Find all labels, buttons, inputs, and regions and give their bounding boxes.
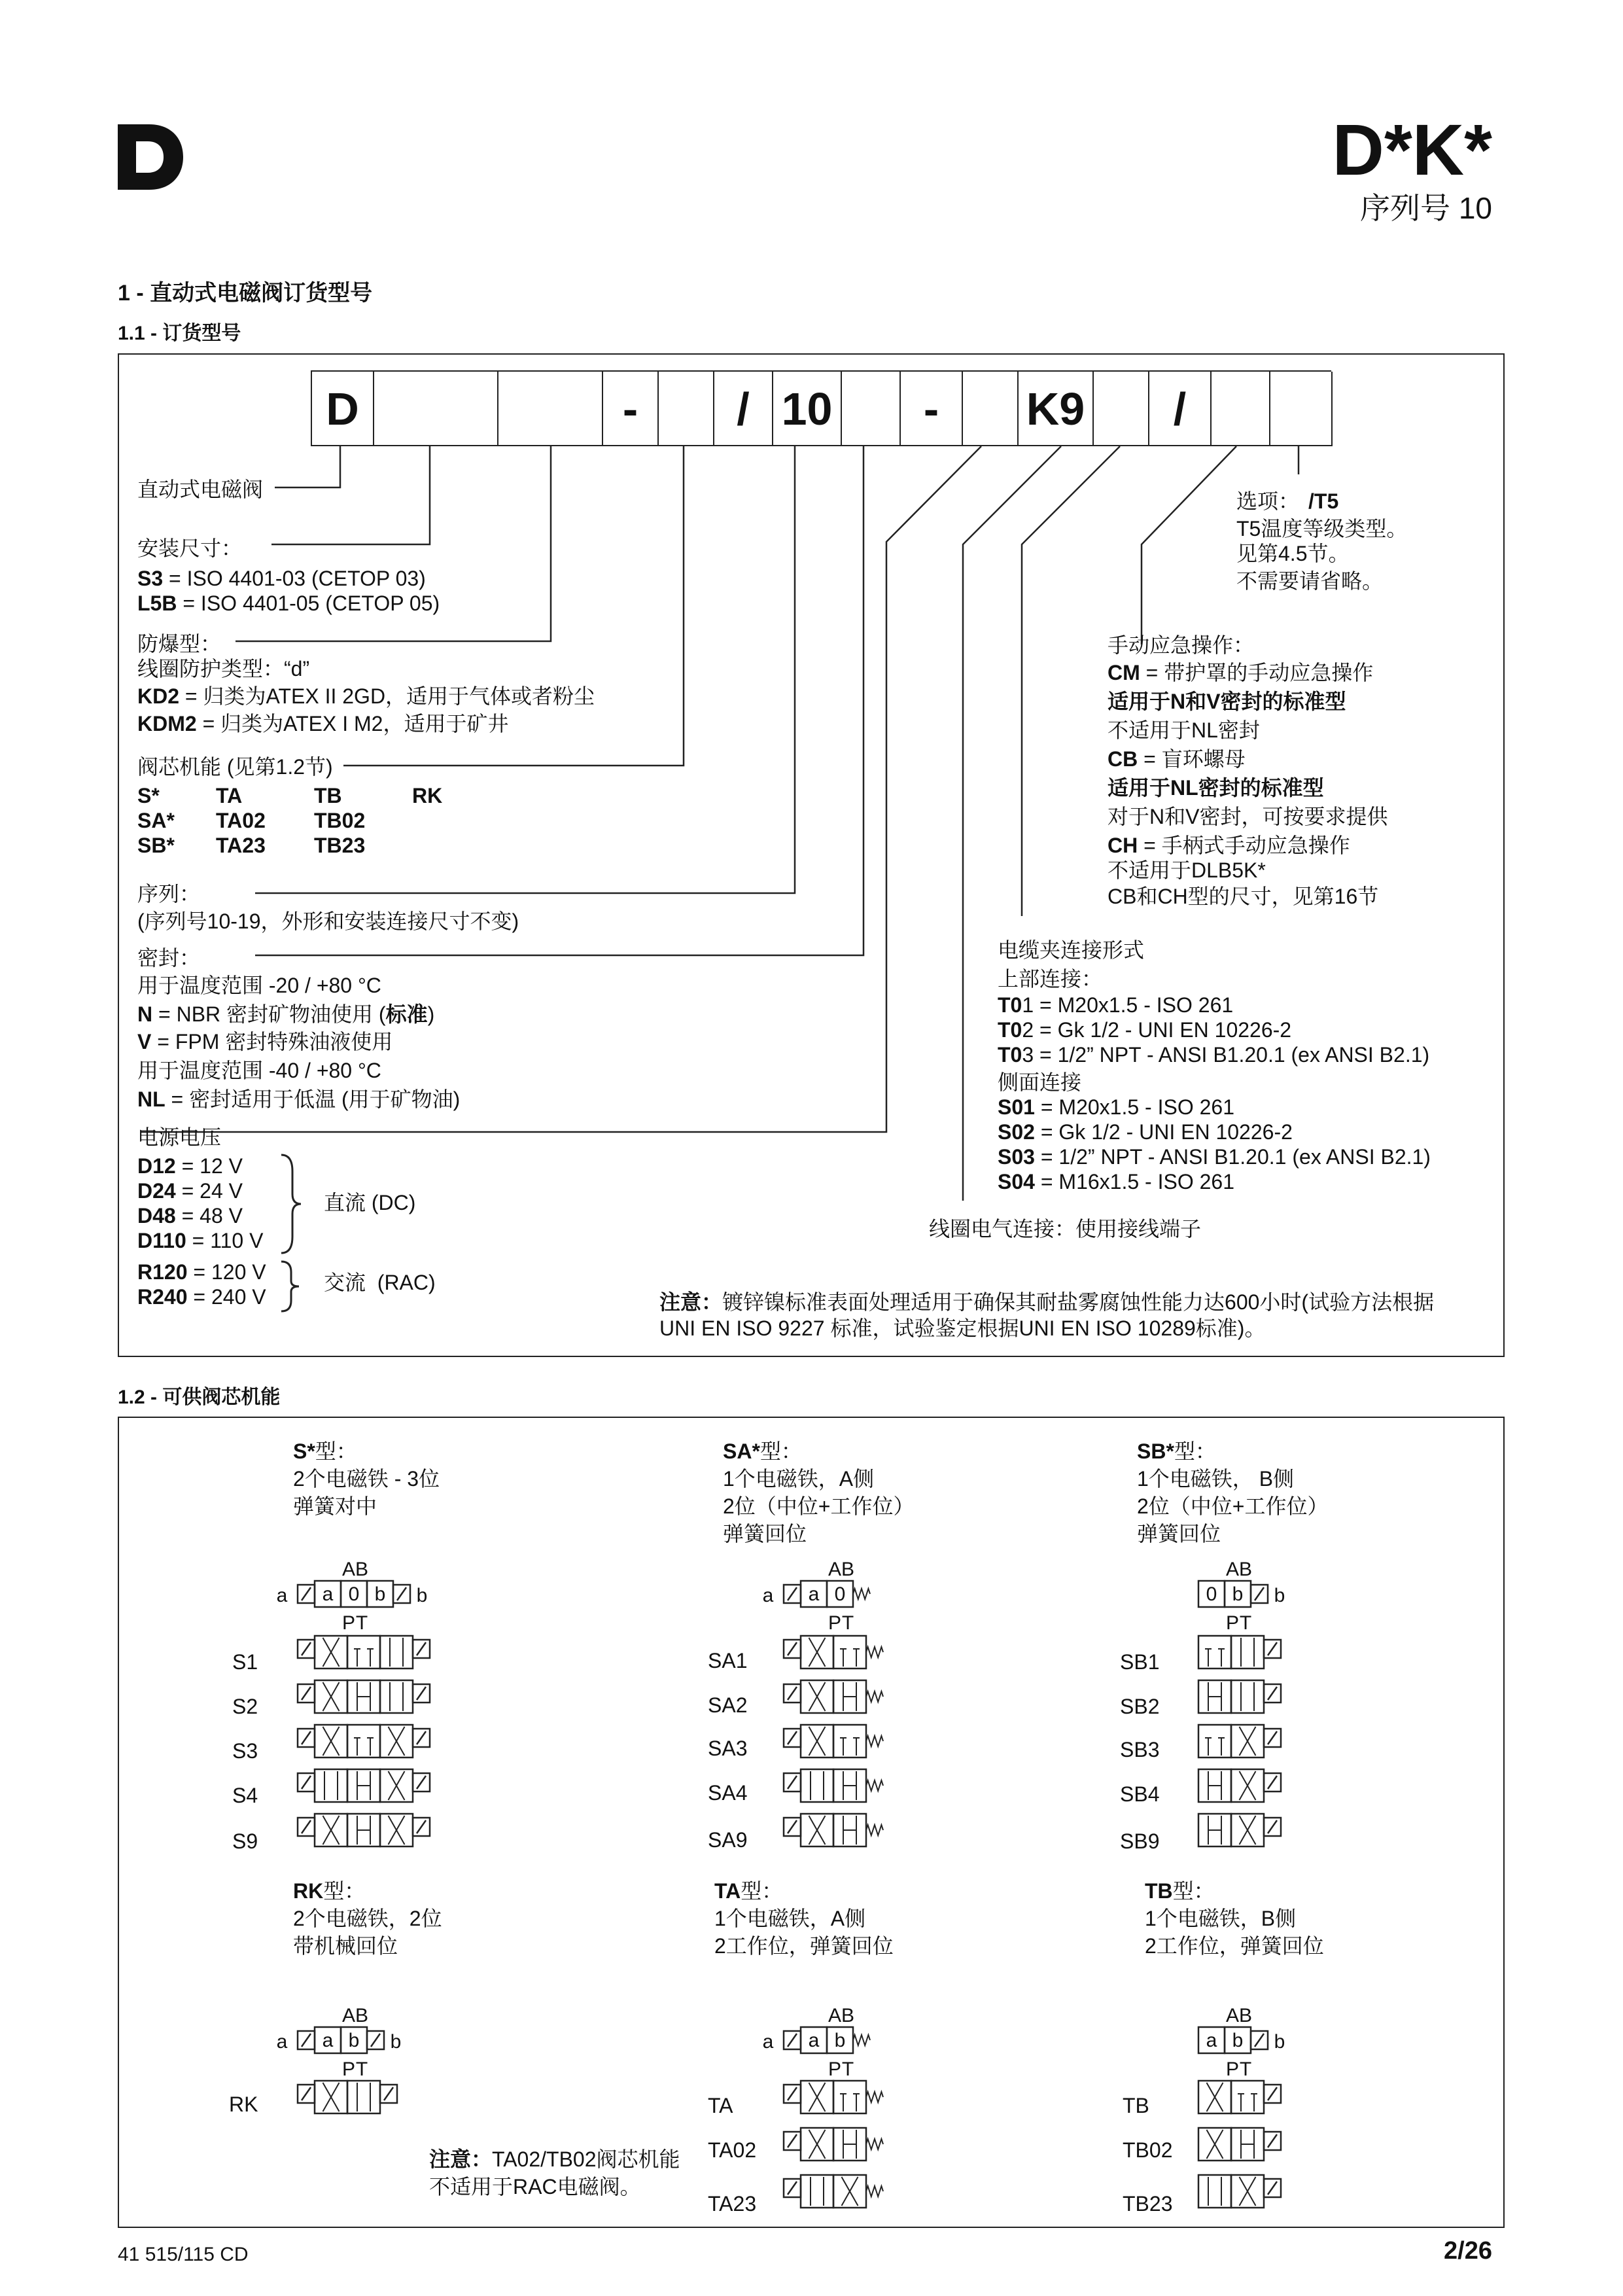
cable-text: = Gk 1/2 - UNI EN 10226-2 bbox=[1034, 1018, 1292, 1042]
solenoid-slash bbox=[788, 1776, 797, 1789]
symbol-letter: B bbox=[841, 2005, 855, 2026]
valve-position bbox=[315, 1769, 347, 1802]
symbol-letter: b bbox=[1274, 2031, 1285, 2053]
symbol-letter: A bbox=[341, 2005, 356, 2026]
cable-code: S03 bbox=[998, 1145, 1035, 1169]
group-suffix: 型： bbox=[315, 1439, 357, 1463]
seal-range-2: 用于温度范围 -40 / +80 °C bbox=[137, 1059, 381, 1082]
dc-text: = 24 V bbox=[175, 1179, 243, 1203]
code-cell-slash1: / bbox=[714, 372, 773, 446]
solenoid-slash bbox=[417, 1687, 426, 1700]
symbol-letter: a bbox=[1206, 2030, 1217, 2051]
valve-position bbox=[1198, 1636, 1231, 1669]
spool-note-line: 不适用于RAC电磁阀。 bbox=[429, 2175, 641, 2199]
manual-text: = 手柄式手动应急操作 bbox=[1138, 834, 1350, 857]
spring-icon bbox=[866, 1691, 883, 1702]
symbol-letter: a bbox=[808, 1583, 820, 1605]
cable-code-suffix: 2 bbox=[1022, 1018, 1034, 1042]
cable-top-label: 上部连接： bbox=[998, 967, 1103, 991]
spring-icon bbox=[866, 1647, 883, 1657]
ex-coil-label: 线圈防护类型：“d” bbox=[137, 657, 310, 680]
code-cell-slash2: / bbox=[1149, 372, 1212, 446]
symbol-letter: A bbox=[341, 1559, 356, 1580]
solenoid-slash bbox=[302, 1820, 311, 1833]
cable-text: = 1/2” NPT - ANSI B1.20.1 (ex ANSI B2.1) bbox=[1034, 1145, 1431, 1169]
spool-label: TB02 bbox=[1123, 2138, 1173, 2162]
symbol-letter: T bbox=[355, 2058, 368, 2080]
cable-text: = Gk 1/2 - UNI EN 10226-2 bbox=[1034, 1120, 1293, 1144]
spool-label: SB9 bbox=[1120, 1829, 1160, 1853]
group-suffix: 型： bbox=[741, 1879, 783, 1903]
solenoid-slash bbox=[417, 1642, 426, 1655]
spool-label: S9 bbox=[232, 1829, 258, 1853]
spool-label: S2 bbox=[232, 1695, 258, 1718]
seal-label: 密封： bbox=[137, 946, 201, 970]
manual-ch-dim: CB和CH型的尺寸，见第16节 bbox=[1108, 885, 1379, 908]
cable-side-label: 侧面连接 bbox=[998, 1070, 1082, 1094]
spool-cell: SA* bbox=[137, 809, 175, 832]
valve-position bbox=[347, 1636, 380, 1669]
size-code: L5B bbox=[137, 592, 177, 615]
solenoid-slash bbox=[302, 1731, 311, 1744]
symbol-letter: T bbox=[1239, 2058, 1252, 2080]
symbol-letter: A bbox=[1225, 2005, 1240, 2026]
symbol-letter: 0 bbox=[1206, 1583, 1217, 1605]
group-suffix: 型： bbox=[759, 1439, 802, 1463]
valve-position bbox=[1231, 2081, 1264, 2113]
group-suffix: 型： bbox=[1174, 1439, 1216, 1463]
spool-label: 阀芯机能 (见第1.2节) bbox=[137, 755, 333, 779]
spool-section-title: 1.2 - 可供阀芯机能 bbox=[118, 1386, 281, 1408]
spring-icon bbox=[866, 2139, 883, 2149]
solenoid-slash bbox=[1255, 2034, 1264, 2047]
manual-cb-nv: 对于N和V密封，可按要求提供 bbox=[1108, 805, 1388, 828]
symbol-letter: T bbox=[841, 2058, 854, 2080]
ex-label: 防爆型： bbox=[137, 632, 222, 656]
seal-text: = NBR 密封矿物油使用 ( bbox=[152, 1002, 386, 1026]
spool-label: TB bbox=[1123, 2094, 1149, 2117]
seal-text: = 密封适用于低温 (用于矿物油) bbox=[165, 1087, 461, 1111]
ac-code: R120 bbox=[137, 1260, 188, 1284]
symbol-letter: b bbox=[1232, 1583, 1244, 1605]
spool-cell: TB23 bbox=[314, 834, 366, 857]
code-cell-dash2: - bbox=[901, 372, 963, 446]
spool-label: SA9 bbox=[708, 1828, 748, 1852]
spool-label: RK bbox=[229, 2093, 258, 2116]
solenoid-slash bbox=[397, 1587, 406, 1600]
spool-label: SB2 bbox=[1120, 1695, 1160, 1718]
solenoid-slash bbox=[1268, 1776, 1277, 1789]
valve-position bbox=[1231, 1680, 1264, 1713]
note-label: 注意： bbox=[659, 1290, 723, 1314]
group-code: TA bbox=[714, 1879, 741, 1903]
manual-code: CH bbox=[1108, 834, 1138, 857]
spool-group-line: 2个电磁铁 - 3位 bbox=[293, 1467, 440, 1491]
ac-code: R240 bbox=[137, 1285, 188, 1309]
spool-cell: S* bbox=[137, 784, 160, 807]
solenoid-slash bbox=[1255, 1587, 1264, 1600]
solenoid-slash bbox=[788, 1820, 797, 1833]
symbol-letter: B bbox=[1238, 1559, 1253, 1580]
solenoid-slash bbox=[417, 1776, 426, 1789]
symbol-letter: P bbox=[1225, 1612, 1240, 1634]
manual-ch-not: 不适用于DLB5K* bbox=[1108, 858, 1266, 882]
symbol-letter: B bbox=[355, 1559, 369, 1580]
valve-position bbox=[801, 1769, 833, 1802]
valve-position bbox=[833, 2081, 866, 2113]
spool-label: SA3 bbox=[708, 1737, 748, 1760]
symbol-letter: b bbox=[1274, 1585, 1285, 1606]
ex-code: KDM2 bbox=[137, 712, 197, 735]
spring-icon bbox=[866, 1736, 883, 1746]
solenoid-slash bbox=[302, 2087, 311, 2100]
series-label: 序列： bbox=[137, 882, 201, 906]
spring-icon bbox=[866, 2186, 883, 2197]
symbol-letter: P bbox=[1225, 2058, 1240, 2080]
solenoid-slash bbox=[371, 2034, 380, 2047]
seal-text: = FPM 密封特殊油液使用 bbox=[151, 1030, 393, 1053]
spool-cell: TB02 bbox=[314, 809, 366, 832]
spring-icon bbox=[853, 1589, 870, 1599]
symbol-letter: A bbox=[828, 2005, 842, 2026]
spool-group-line: 弹簧回位 bbox=[723, 1522, 807, 1545]
cable-code: T0 bbox=[998, 1018, 1022, 1042]
option-line: T5温度等级类型。 bbox=[1236, 517, 1408, 540]
spool-label: TB23 bbox=[1123, 2192, 1173, 2216]
cable-code: T0 bbox=[998, 993, 1022, 1017]
code-cell-series: 10 bbox=[773, 372, 842, 446]
ex-text: = 归类为ATEX I M2，适用于矿井 bbox=[196, 712, 509, 735]
symbol-letter: P bbox=[828, 1612, 842, 1634]
solenoid-slash bbox=[302, 2034, 311, 2047]
dc-label: 直流 (DC) bbox=[324, 1191, 416, 1214]
symbol-letter: b bbox=[1232, 2030, 1244, 2051]
symbol-letter: T bbox=[841, 1612, 854, 1634]
ex-text: = 归类为ATEX II 2GD，适用于气体或者粉尘 bbox=[179, 684, 595, 708]
spool-group-line: 2工作位，弹簧回位 bbox=[1145, 1934, 1324, 1958]
spool-label: S4 bbox=[232, 1784, 258, 1807]
spool-label: SB3 bbox=[1120, 1738, 1160, 1761]
spool-label: SA1 bbox=[708, 1649, 748, 1672]
symbol-letter: a bbox=[808, 2030, 820, 2051]
spool-group-line: 1个电磁铁，A侧 bbox=[714, 1907, 866, 1930]
spool-label: TA23 bbox=[708, 2192, 757, 2216]
spool-cell: TA23 bbox=[216, 834, 266, 857]
section-title: 1 - 直动式电磁阀订货型号 bbox=[118, 281, 373, 306]
cable-code: T0 bbox=[998, 1043, 1022, 1067]
solenoid-slash bbox=[384, 2087, 393, 2100]
manual-text: = 带护罩的手动应急操作 bbox=[1140, 661, 1374, 684]
solenoid-slash bbox=[788, 1687, 797, 1700]
valve-position bbox=[380, 1680, 413, 1713]
spool-cell: TA02 bbox=[216, 809, 266, 832]
symbol-letter: 0 bbox=[348, 1583, 360, 1605]
footer-doc-number: 41 515/115 CD bbox=[118, 2244, 249, 2265]
solenoid-slash bbox=[1268, 1687, 1277, 1700]
dc-code: D12 bbox=[137, 1154, 176, 1178]
spool-cell: TA bbox=[216, 784, 243, 807]
spool-label: TA02 bbox=[708, 2138, 757, 2162]
spool-label: SB1 bbox=[1120, 1650, 1160, 1674]
manual-cm-std: 适用于N和V密封的标准型 bbox=[1108, 690, 1346, 713]
spool-note-text: TA02/TB02阀芯机能 bbox=[492, 2147, 680, 2171]
spool-cell: TB bbox=[314, 784, 342, 807]
dc-text: = 12 V bbox=[175, 1154, 243, 1178]
valve-position bbox=[833, 1636, 866, 1669]
voltage-label: 电源电压 bbox=[137, 1125, 222, 1149]
valve-position bbox=[1231, 1636, 1264, 1669]
solenoid-slash bbox=[302, 1776, 311, 1789]
spring-icon bbox=[853, 2035, 870, 2045]
symbol-letter: P bbox=[341, 2058, 356, 2080]
model-title: D*K* bbox=[1332, 110, 1492, 190]
spool-label: SA4 bbox=[708, 1781, 748, 1805]
code-cell-dash1: - bbox=[603, 372, 659, 446]
solenoid-slash bbox=[1268, 2181, 1277, 2195]
option-code: /T5 bbox=[1308, 489, 1339, 513]
valve-position bbox=[1198, 2175, 1231, 2208]
valve-position bbox=[347, 2081, 380, 2113]
solenoid-slash bbox=[417, 1731, 426, 1744]
series-note: (序列号10-19，外形和安装连接尺寸不变) bbox=[137, 910, 519, 933]
spool-label: TA bbox=[708, 2094, 733, 2117]
dc-code: D48 bbox=[137, 1204, 176, 1227]
spool-label: SB4 bbox=[1120, 1782, 1160, 1806]
note-line: UNI EN ISO 9227 标准，试验鉴定根据UNI EN ISO 10289标准)。 bbox=[659, 1316, 1266, 1340]
symbol-letter: a bbox=[762, 1585, 774, 1606]
spool-group-line: 弹簧对中 bbox=[293, 1494, 377, 1518]
spool-group-line: 1个电磁铁，A侧 bbox=[723, 1467, 875, 1491]
solenoid-slash bbox=[788, 2181, 797, 2195]
size-code: S3 bbox=[137, 567, 164, 590]
valve-position bbox=[1198, 1725, 1231, 1757]
cable-label: 电缆夹连接形式 bbox=[998, 938, 1145, 962]
solenoid-slash bbox=[788, 2134, 797, 2147]
solenoid-slash bbox=[788, 1642, 797, 1655]
code-cell-k9: K9 bbox=[1019, 372, 1094, 446]
manual-label: 手动应急操作： bbox=[1108, 633, 1255, 657]
manual-cb-std: 适用于NL密封的标准型 bbox=[1108, 776, 1324, 800]
code-cell-d: D bbox=[312, 372, 374, 446]
seal-code: NL bbox=[137, 1087, 166, 1111]
symbol-letter: b bbox=[416, 1585, 428, 1606]
note-text: 镀锌镍标准表面处理适用于确保其耐盐雾腐蚀性能力达600小时(试验方法根据 bbox=[722, 1290, 1435, 1314]
cable-code-suffix: 3 bbox=[1022, 1043, 1034, 1067]
symbol-letter: a bbox=[322, 2030, 334, 2051]
solenoid-slash bbox=[1268, 1820, 1277, 1833]
option-line: 不需要请省略。 bbox=[1236, 569, 1384, 593]
size-label: 安装尺寸： bbox=[137, 537, 243, 560]
spool-group-line: 带机械回位 bbox=[293, 1934, 398, 1958]
manual-text: = 盲环螺母 bbox=[1138, 747, 1246, 771]
group-code: TB bbox=[1145, 1879, 1173, 1903]
valve-position bbox=[347, 1725, 380, 1757]
cable-code: S01 bbox=[998, 1095, 1035, 1119]
solenoid-slash bbox=[1268, 2134, 1277, 2147]
spring-icon bbox=[866, 1780, 883, 1791]
symbol-letter: A bbox=[828, 1559, 842, 1580]
group-suffix: 型： bbox=[1172, 1879, 1215, 1903]
group-suffix: 型： bbox=[323, 1879, 366, 1903]
subsection-title: 1.1 - 订货型号 bbox=[118, 323, 241, 344]
solenoid-slash bbox=[417, 1820, 426, 1833]
solenoid-slash bbox=[302, 1687, 311, 1700]
cable-text: = M16x1.5 - ISO 261 bbox=[1034, 1170, 1234, 1193]
solenoid-slash bbox=[302, 1587, 311, 1600]
solenoid-slash bbox=[302, 1642, 311, 1655]
symbol-letter: b bbox=[390, 2031, 402, 2053]
symbol-letter: P bbox=[341, 1612, 356, 1634]
solenoid-slash bbox=[788, 2087, 797, 2100]
spool-note-label: 注意： bbox=[429, 2147, 493, 2171]
cable-code-suffix: 1 bbox=[1022, 993, 1034, 1017]
group-code: S* bbox=[293, 1439, 315, 1463]
dc-code: D110 bbox=[137, 1229, 186, 1252]
manual-code: CM bbox=[1108, 661, 1140, 684]
symbol-letter: b bbox=[348, 2030, 360, 2051]
symbol-letter: 0 bbox=[834, 1583, 846, 1605]
cable-code: S04 bbox=[998, 1170, 1035, 1193]
spool-label: S1 bbox=[232, 1650, 258, 1674]
series-text: 序列号 10 bbox=[1360, 191, 1492, 225]
valve-position bbox=[380, 1636, 413, 1669]
coil-connection: 线圈电气连接：使用接线端子 bbox=[929, 1217, 1202, 1241]
ac-label: 交流 (RAC) bbox=[324, 1271, 436, 1294]
manual-cm-nl: 不适用于NL密封 bbox=[1108, 718, 1260, 742]
symbol-letter: B bbox=[841, 1559, 855, 1580]
solenoid-slash bbox=[1268, 1731, 1277, 1744]
spool-group-line: 2工作位，弹簧回位 bbox=[714, 1934, 894, 1958]
symbol-letter: B bbox=[1238, 2005, 1253, 2026]
spool-label: SA2 bbox=[708, 1693, 748, 1717]
manual-code: CB bbox=[1108, 747, 1138, 771]
seal-range-1: 用于温度范围 -20 / +80 °C bbox=[137, 974, 381, 997]
cable-text: = M20x1.5 - ISO 261 bbox=[1034, 993, 1234, 1017]
spool-cell: SB* bbox=[137, 834, 175, 857]
symbol-letter: A bbox=[1225, 1559, 1240, 1580]
ex-code: KD2 bbox=[137, 684, 180, 708]
solenoid-slash bbox=[788, 1731, 797, 1744]
footer-page-number: 2/26 bbox=[1444, 2237, 1492, 2265]
spool-cell: RK bbox=[412, 784, 443, 807]
symbol-letter: a bbox=[322, 1583, 334, 1605]
seal-standard: 标准 bbox=[385, 1002, 428, 1026]
solenoid-slash bbox=[788, 1587, 797, 1600]
size-text: = ISO 4401-03 (CETOP 03) bbox=[163, 567, 426, 590]
symbol-letter: a bbox=[762, 2031, 774, 2053]
symbol-letter: B bbox=[355, 2005, 369, 2026]
spool-group-line: 弹簧回位 bbox=[1137, 1522, 1221, 1545]
symbol-letter: a bbox=[276, 1585, 288, 1606]
valve-label: 直动式电磁阀 bbox=[137, 478, 264, 501]
dc-text: = 110 V bbox=[186, 1229, 264, 1252]
group-code: RK bbox=[293, 1879, 324, 1903]
spool-group-line: 2位（中位+工作位） bbox=[1137, 1494, 1329, 1518]
seal-code: N bbox=[137, 1002, 153, 1026]
dc-text: = 48 V bbox=[175, 1204, 243, 1227]
cable-code: S02 bbox=[998, 1120, 1035, 1144]
group-code: SA* bbox=[723, 1439, 760, 1463]
valve-position bbox=[833, 1725, 866, 1757]
cable-text: = 1/2” NPT - ANSI B1.20.1 (ex ANSI B2.1) bbox=[1034, 1043, 1430, 1067]
spool-group-line: 2个电磁铁，2位 bbox=[293, 1907, 442, 1930]
spool-group-line: 1个电磁铁，B侧 bbox=[1145, 1907, 1297, 1930]
symbol-letter: P bbox=[828, 2058, 842, 2080]
valve-position bbox=[801, 2175, 833, 2208]
spool-label: S3 bbox=[232, 1739, 258, 1763]
group-code: SB* bbox=[1137, 1439, 1174, 1463]
symbol-letter: b bbox=[834, 2030, 846, 2051]
symbol-letter: T bbox=[1239, 1612, 1252, 1634]
solenoid-slash bbox=[788, 2034, 797, 2047]
symbol-letter: b bbox=[374, 1583, 386, 1605]
seal-code: V bbox=[137, 1030, 152, 1053]
spool-group-line: 1个电磁铁， B侧 bbox=[1137, 1467, 1295, 1491]
option-label-text: 选项： bbox=[1236, 489, 1300, 513]
solenoid-slash bbox=[1268, 2087, 1277, 2100]
size-text: = ISO 4401-05 (CETOP 05) bbox=[177, 592, 440, 615]
ac-text: = 120 V bbox=[187, 1260, 266, 1284]
ac-text: = 240 V bbox=[187, 1285, 266, 1309]
spring-icon bbox=[866, 2092, 883, 2102]
dc-code: D24 bbox=[137, 1179, 176, 1203]
solenoid-slash bbox=[1268, 1642, 1277, 1655]
cable-text: = M20x1.5 - ISO 261 bbox=[1034, 1095, 1234, 1119]
symbol-letter: a bbox=[276, 2031, 288, 2053]
seal-text-end: ) bbox=[427, 1002, 435, 1026]
spool-group-line: 2位（中位+工作位） bbox=[723, 1494, 915, 1518]
spring-icon bbox=[866, 1825, 883, 1835]
option-line: 见第4.5节。 bbox=[1236, 542, 1350, 565]
symbol-letter: T bbox=[355, 1612, 368, 1634]
